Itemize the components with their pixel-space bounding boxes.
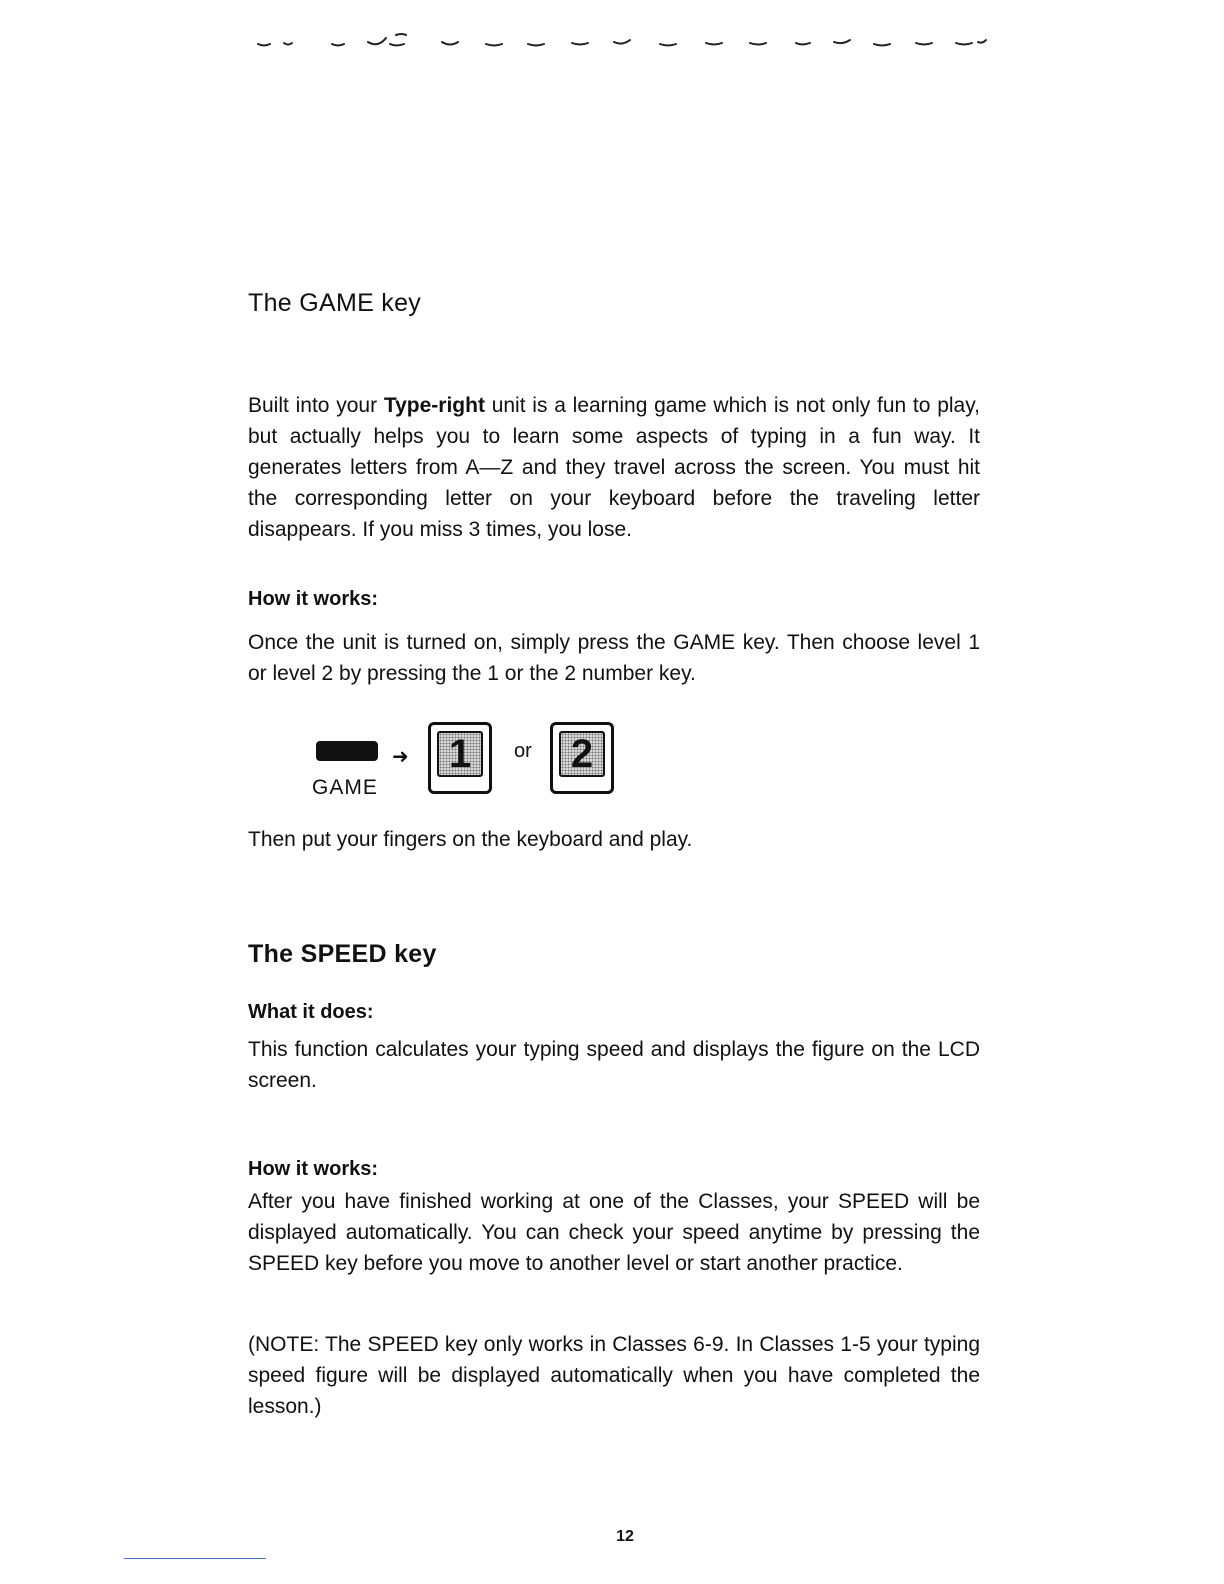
game-intro-rest: unit is a learning game which is not only fun to play, but actually helps you to learn some aspects of typing in a fun way. It generates letters from A—Z and they travel across the screen. You must hit the corresponding letter on your keyboard before the traveling letter disappears. If you miss 3 times, you lose.: [248, 394, 980, 541]
number-key-2-icon: [550, 722, 614, 794]
game-closing-text: Then put your fingers on the keyboard and play.: [248, 828, 693, 851]
number-key-2-label: 2: [559, 731, 605, 777]
speed-how-paragraph: After you have finished working at one of the Classes, your SPEED will be displayed automatically. You can check your speed anytime by pressing the SPEED key before you move to another level or start another practice.: [248, 1190, 980, 1275]
game-key-diagram: [312, 722, 642, 806]
game-how-heading: How it works:: [248, 588, 379, 610]
speed-what-paragraph: This function calculates your typing speed and displays the figure on the LCD screen.: [248, 1038, 980, 1092]
number-key-1-icon: [428, 722, 492, 794]
number-key-1-label: 1: [437, 731, 483, 777]
perforation-edge: [250, 30, 990, 60]
page-number: 12: [616, 1528, 634, 1545]
speed-what-heading: What it does:: [248, 1001, 374, 1023]
game-key-title: The GAME key: [248, 289, 422, 317]
game-intro-start: Built into your: [248, 394, 384, 417]
footer-rule: [124, 1558, 266, 1559]
game-how-paragraph: Once the unit is turned on, simply press the GAME key. Then choose level 1 or level 2 by pressing the 1 or the 2 number key.: [248, 631, 980, 685]
speed-note-paragraph: (NOTE: The SPEED key only works in Classes 6-9. In Classes 1-5 your typing speed figure will be displayed automatically when you have completed the lesson.): [248, 1333, 980, 1418]
arrow-right-icon: ➜: [392, 746, 409, 768]
game-key-label: GAME: [312, 776, 378, 799]
game-intro-paragraph: [248, 390, 980, 545]
speed-key-title: The SPEED key: [248, 940, 437, 968]
or-label: or: [514, 740, 532, 762]
speed-how-heading: How it works:: [248, 1158, 379, 1180]
brand-name: Type-right: [383, 394, 485, 417]
game-key-icon: [316, 741, 378, 761]
